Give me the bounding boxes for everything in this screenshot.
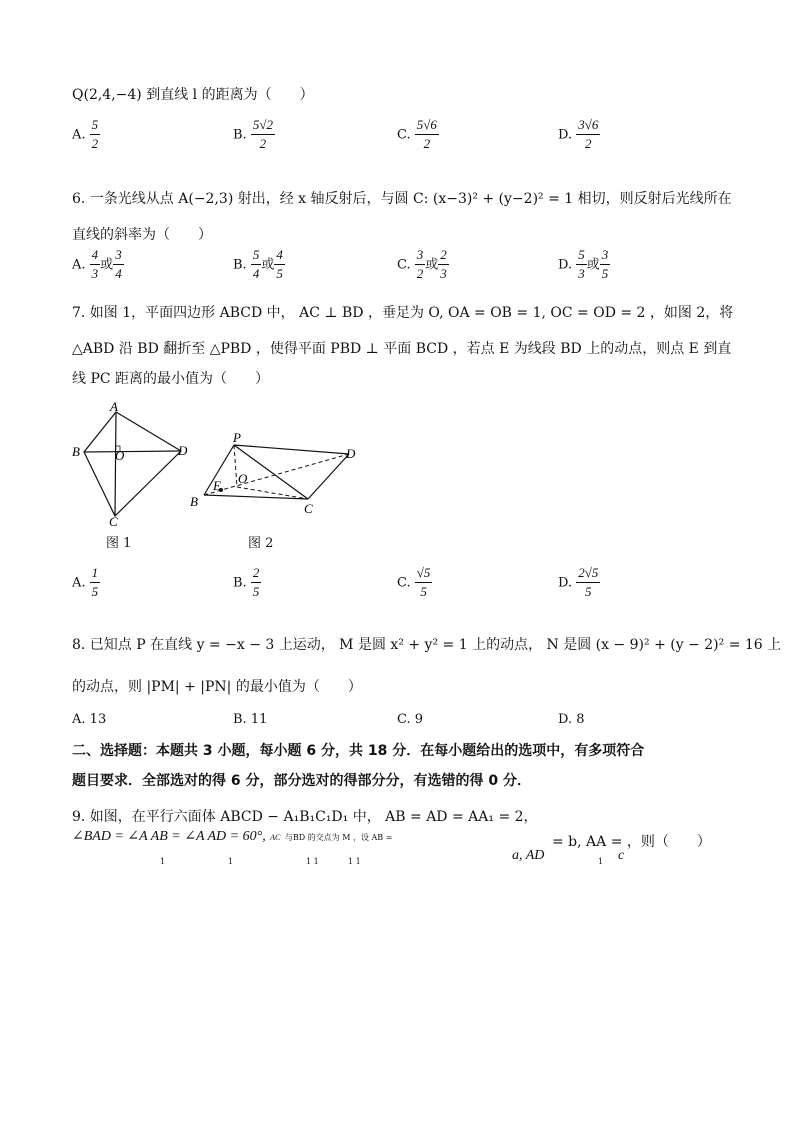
- q9-vector-a-ad: a, AD: [512, 848, 545, 863]
- fraction: $\frac{5√2}{2}$: [252, 117, 273, 152]
- q9-subscript: 1: [160, 857, 166, 866]
- q7-option-b[interactable]: B. $\frac{2}{5}$: [233, 565, 260, 600]
- q5-option-b[interactable]: B. $\frac{5√2}{2}$: [233, 117, 273, 152]
- fraction: $\frac{1}{5}$: [91, 565, 99, 600]
- q5-option-a[interactable]: A. $\frac{5}{2}$: [72, 117, 99, 152]
- quad-abcd: [84, 412, 181, 516]
- label-d: D: [178, 443, 188, 458]
- q8-option-a[interactable]: A. 13: [72, 712, 107, 727]
- q6-stem-line1: 6. 一条光线从点 A(−2,3) 射出，经 x 轴反射后，与圆 C: (x−3)² + (y−2)² = 1 相切，则反射后光线所在: [72, 191, 732, 207]
- q7-stem-line2: △ABD 沿 BD 翻折至 △PBD ，使得平面 PBD ⊥ 平面 BCD ，若点 E 为线段 BD 上的动点，则点 E 到直: [72, 341, 732, 357]
- q8-option-d[interactable]: D. 8: [558, 712, 585, 727]
- fraction: $\frac{5√6}{2}$: [416, 117, 437, 152]
- fraction: $\frac{5}{3}$: [578, 247, 585, 282]
- fraction: $\frac{2}{3}$: [440, 247, 447, 282]
- q6-option-d[interactable]: D. $\frac{5}{3}$ 或 $\frac{3}{5}$: [558, 247, 609, 282]
- q9-subscript: 1 1: [306, 857, 319, 866]
- edge-po-dashed: [234, 445, 237, 487]
- figure-2: [186, 425, 366, 520]
- q9-subscript: 1 1: [348, 857, 361, 866]
- edge-bd-dashed: [204, 454, 349, 495]
- q7-option-c[interactable]: C. $\frac{√5}{5}$: [397, 565, 431, 600]
- q5-option-d[interactable]: D. $\frac{3√6}{2}$: [558, 117, 599, 152]
- q6-option-b[interactable]: B. $\frac{5}{4}$ 或 $\frac{4}{5}$: [233, 247, 283, 282]
- fraction: $\frac{4}{3}$: [91, 247, 99, 282]
- q8-stem-line2: 的动点，则 |PM| + |PN| 的最小值为（ ）: [72, 679, 362, 695]
- q9-vector-c: c: [618, 848, 625, 863]
- q8-option-c[interactable]: C. 9: [397, 712, 424, 727]
- q6-option-c[interactable]: C. $\frac{3}{2}$ 或 $\frac{2}{3}$: [397, 247, 447, 282]
- fraction: $\frac{3√6}{2}$: [578, 117, 599, 152]
- q6-stem-line2: 直线的斜率为（ ）: [72, 227, 212, 243]
- label-c: C: [109, 514, 118, 529]
- label-p: P: [233, 430, 241, 445]
- q7-option-d[interactable]: D. $\frac{2√5}{5}$: [558, 565, 599, 600]
- fraction: $\frac{2√5}{5}$: [578, 565, 599, 600]
- q7-stem-line3: 线 PC 距离的最小值为（ ）: [72, 371, 270, 387]
- q5-option-c[interactable]: C. $\frac{5√6}{2}$: [397, 117, 437, 152]
- section-heading-line2: 题目要求．全部选对的得 6 分，部分选对的得部分分，有选错的得 0 分．: [72, 773, 531, 789]
- section-heading-line1: 二、选择题：本题共 3 小题，每小题 6 分，共 18 分．在每小题给出的选项中，有多项符合: [72, 743, 645, 759]
- figure-1: [68, 398, 198, 533]
- label-b: B: [190, 494, 198, 509]
- q8-stem-line1: 8. 已知点 P 在直线 y = −x − 3 上运动， M 是圆 x² + y² = 1 上的动点， N 是圆 (x − 9)² + (y − 2)² = 16 上: [72, 637, 782, 653]
- edge-pd: [234, 445, 349, 454]
- q9-subscript: 1: [598, 857, 604, 866]
- edge-bc: [204, 495, 308, 499]
- label-o: O: [238, 471, 248, 486]
- fraction: $\frac{5}{4}$: [252, 247, 260, 282]
- diagonal-ac: [115, 412, 116, 516]
- q7-option-a[interactable]: A. $\frac{1}{5}$: [72, 565, 99, 600]
- fraction: $\frac{3}{2}$: [416, 247, 424, 282]
- fraction: $\frac{√5}{5}$: [416, 565, 431, 600]
- q5-stem: Q(2,4,−4) 到直线 l 的距离为（ ）: [72, 87, 314, 103]
- fraction: $\frac{5}{2}$: [91, 117, 99, 152]
- label-a: A: [110, 399, 118, 414]
- figure-2-caption: 图 2: [248, 536, 274, 551]
- label-e: E: [213, 478, 221, 493]
- fraction: $\frac{3}{5}$: [601, 247, 609, 282]
- q7-stem-line1: 7. 如图 1，平面四边形 ABCD 中， AC ⊥ BD ，垂足为 O, OA = OB = 1, OC = OD = 2 ，如图 2，将: [72, 305, 734, 321]
- fraction: $\frac{4}{5}$: [276, 247, 283, 282]
- edge-cd: [308, 454, 349, 499]
- q8-option-b[interactable]: B. 11: [233, 712, 268, 727]
- q6-option-a[interactable]: A. $\frac{4}{3}$ 或 $\frac{3}{4}$: [72, 247, 122, 282]
- q9-subscript: 1: [228, 857, 234, 866]
- diagonal-bd: [84, 451, 181, 452]
- q9-stem-line2: ∠BAD = ∠A AB = ∠A AD = 60°, AC 与BD 的交点为 M ，设 AB =: [72, 829, 393, 844]
- q9-stem-line1: 9. 如图，在平行六面体 ABCD − A₁B₁C₁D₁ 中， AB = AD = AA₁ = 2，: [72, 809, 538, 825]
- label-b: B: [72, 444, 80, 459]
- label-c: C: [304, 501, 313, 516]
- figure-1-caption: 图 1: [106, 536, 132, 551]
- label-d: D: [346, 446, 356, 461]
- label-o: O: [115, 448, 125, 463]
- fraction: $\frac{2}{5}$: [252, 565, 260, 600]
- q9-stem-line2-right: = b, AA = ，则（ ）: [552, 834, 711, 850]
- fraction: $\frac{3}{4}$: [115, 247, 122, 282]
